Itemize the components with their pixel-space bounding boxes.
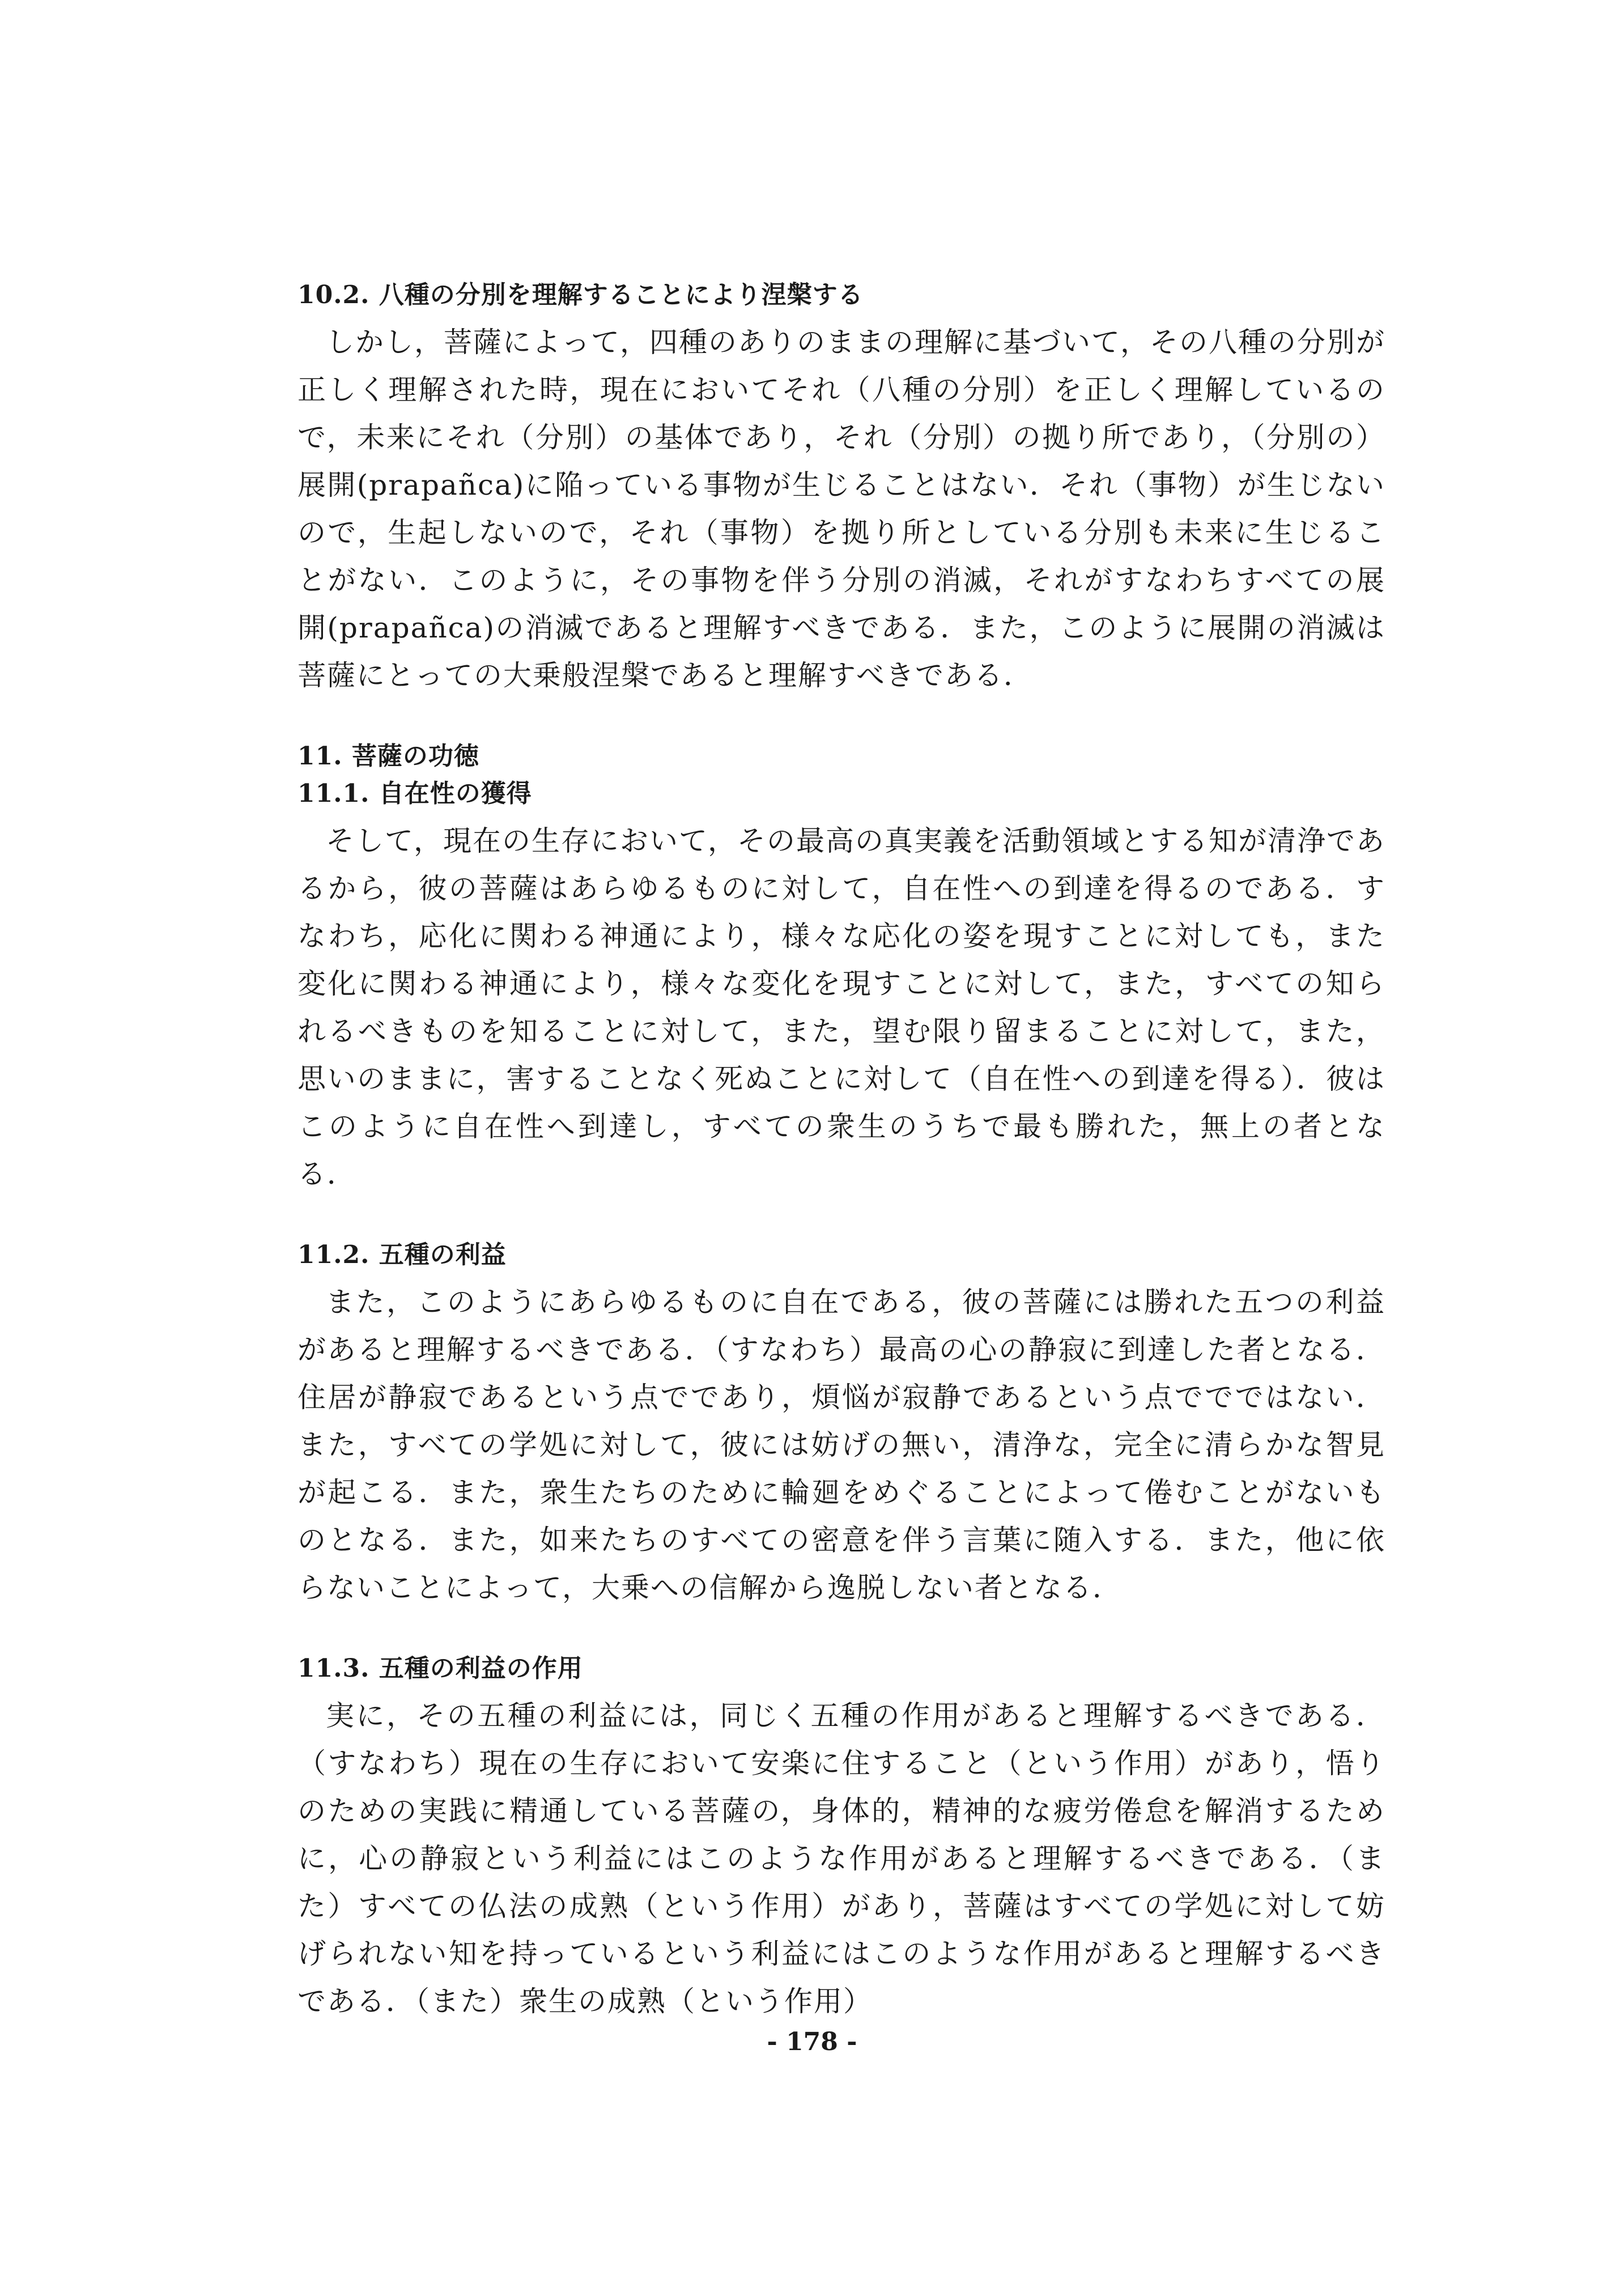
paragraph-11-1: そして，現在の生存において，その最高の真実義を活動領域とする知が清浄であるから，彼の菩薩はあらゆるものに対して，自在性への到達を得るのである．すなわち，応化に関わる神通により，様々な応化の姿を現すことに対しても，また変化に関わる神通により，様々な変化を現すことに対して，また，すべての知られるべきものを知ることに対して，また，望む限り留まることに対して，また，思いのままに，害することなく死ぬことに対して（自在性への到達を得る）．彼はこのように自在性へ到達し，すべての衆生のうちで最も勝れた，無上の者となる．	[297, 824, 1385, 1190]
page-number: - 178 -	[767, 2027, 857, 2056]
section-heading-10-2: 10.2. 八種の分別を理解することにより涅槃する	[297, 280, 864, 309]
paragraph-11-2: また，このようにあらゆるものに自在である，彼の菩薩には勝れた五つの利益があると理解するべきである．（すなわち）最高の心の静寂に到達した者となる．住居が静寂であるという点でであり，煩悩が寂静であるという点ででではない．また，すべての学処に対して，彼には妨げの無い，清浄な，完全に清らかな智見が起こる．また，衆生たちのために輪廻をめぐることによって倦むことがないものとなる．また，如来たちのすべての密意を伴う言葉に随入する．また，他に依らないことによって，大乗への信解から逸脱しない者となる．	[297, 1286, 1385, 1604]
paragraph-10-2: しかし，菩薩によって，四種のありのままの理解に基づいて，その八種の分別が正しく理解された時，現在においてそれ（八種の分別）を正しく理解しているので，未来にそれ（分別）の基体であり，それ（分別）の拠り所であり，（分別の）展開(prapañca)に陥っている事物が生じることはない．それ（事物）が生じないので，生起しないので，それ（事物）を拠り所としている分別も未来に生じることがない．このように，その事物を伴う分別の消滅，それがすなわちすべての展開(prapañca)の消滅であると理解すべきである．また，このように展開の消滅は菩薩にとっての大乗般涅槃であると理解すべきである．	[297, 326, 1385, 692]
section-heading-11-1: 11.1. 自在性の獲得	[297, 779, 532, 808]
section-heading-11-2: 11.2. 五種の利益	[297, 1240, 507, 1269]
paragraph-11-3: 実に，その五種の利益には，同じく五種の作用があると理解するべきである．（すなわち）現在の生存において安楽に住すること（という作用）があり，悟りのための実践に精通している菩薩の，身体的，精神的な疲労倦怠を解消するために，心の静寂という利益にはこのような作用があると理解するべきである．（また）すべての仏法の成熟（という作用）があり，菩薩はすべての学処に対して妨げられない知を持っているという利益にはこのような作用があると理解するべきである．（また）衆生の成熟（という作用）	[297, 1699, 1385, 2018]
section-heading-11-3: 11.3. 五種の利益の作用	[297, 1654, 583, 1683]
document-body	[297, 277, 1385, 2025]
section-heading-11: 11. 菩薩の功徳	[297, 742, 479, 771]
